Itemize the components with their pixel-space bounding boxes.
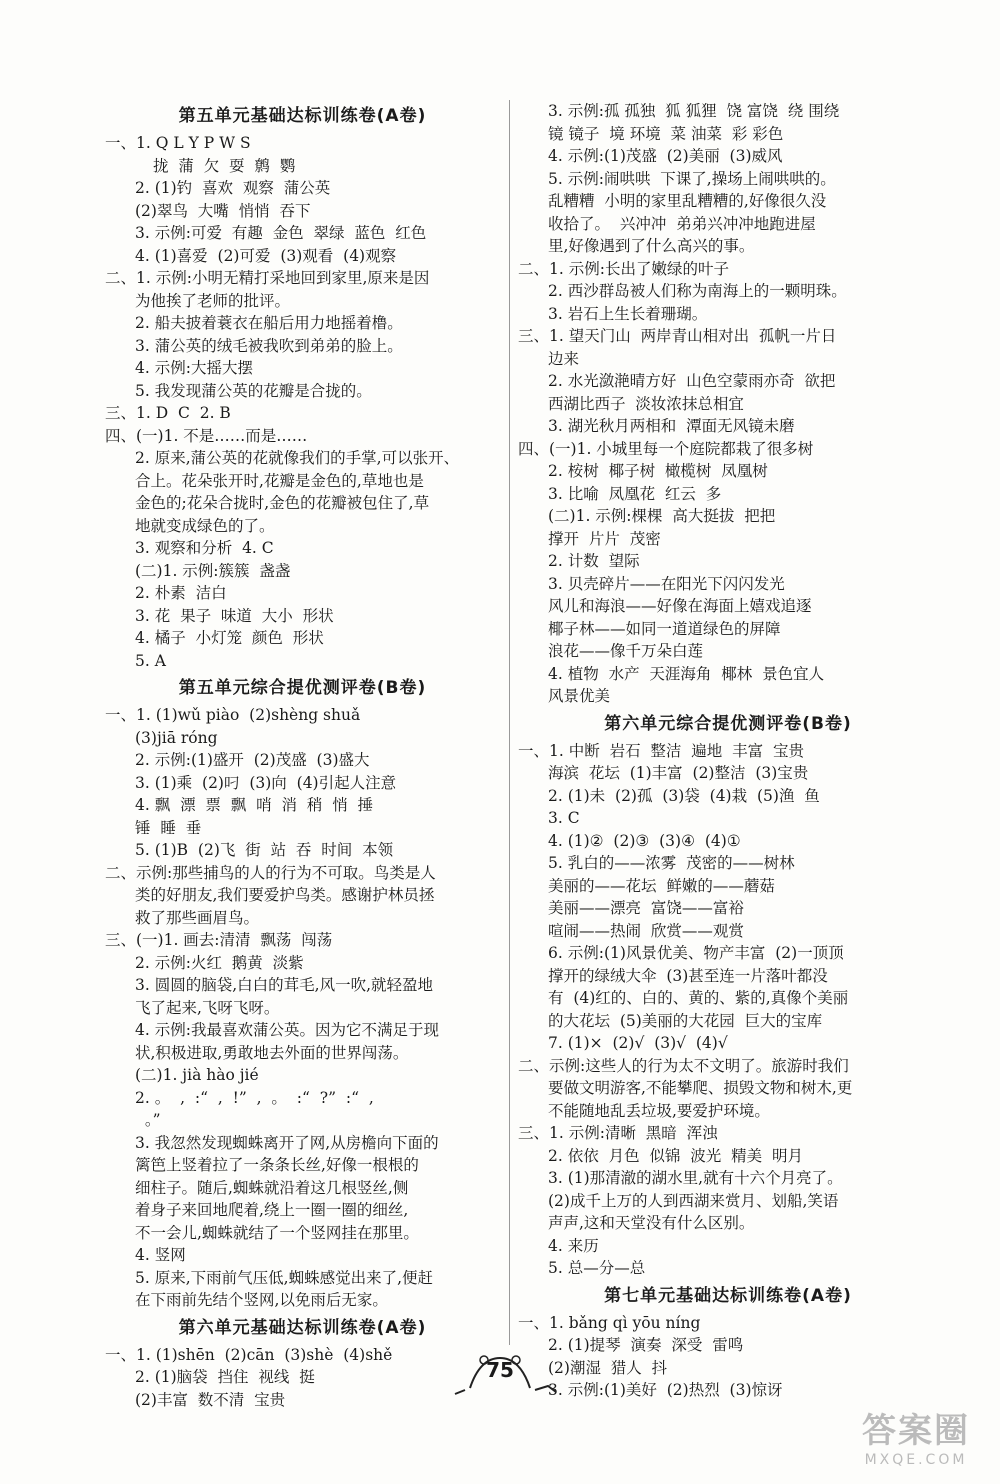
answer-line: 4. 植物 水产 天涯海角 椰林 景色宜人 xyxy=(548,664,825,683)
answer-line: 一、1. 中断 岩石 整洁 遍地 丰富 宝贵 xyxy=(518,741,804,760)
answer-line: 3. C xyxy=(548,809,580,827)
watermark-title: 答案圈 xyxy=(862,1411,970,1451)
answer-line: 类的好朋友,我们要爱护鸟类。感谢护林员拯 xyxy=(135,886,435,904)
answer-line: 2. 西沙群岛被人们称为南海上的一颗明珠。 xyxy=(548,282,847,300)
answer-line: 乱糟糟 小明的家里乱糟糟的,好像很久没 xyxy=(548,192,827,210)
answer-line: 3. 岩石上生长着珊瑚。 xyxy=(548,304,708,323)
answer-line: 2. 示例:火红 鹅黄 淡紫 xyxy=(135,953,304,972)
answer-line: 风儿和海浪——好像在海面上嬉戏追逐 xyxy=(548,597,812,615)
answer-line: 2. (1)提琴 演奏 深受 雷鸣 xyxy=(548,1336,744,1354)
answer-line: 的大花坛 (5)美丽的大花园 巨大的宝库 xyxy=(548,1011,823,1030)
answer-line: 3. (1)那清澈的湖水里,就有十六个月亮了。 xyxy=(548,1169,843,1187)
answer-line: 美丽——漂亮 富饶——富裕 xyxy=(548,899,744,917)
answer-line: 三、1. D C 2. B xyxy=(105,404,231,422)
answer-line: 4. 示例:(1)茂盛 (2)美丽 (3)威风 xyxy=(548,147,783,165)
answer-line: 5. 我发现蒲公英的花瓣是合拢的。 xyxy=(135,381,372,400)
answer-line: 救了那些画眉鸟。 xyxy=(135,908,260,927)
answer-line: 镜 镜子 境 环境 菜 油菜 彩 彩色 xyxy=(548,124,784,143)
watermark-logo xyxy=(862,1403,970,1468)
answer-line: 二、1. 示例:小明无精打采地回到家里,原来是因 xyxy=(105,269,430,287)
answer-line: (3)jiā róng xyxy=(135,728,218,747)
left-column xyxy=(105,100,500,1411)
answer-line: 二、示例:这些人的行为太不文明了。旅游时我们 xyxy=(518,1056,849,1075)
answer-line: 5. 乳白的——浓雾 茂密的——树林 xyxy=(548,854,795,872)
answer-line: 二、1. 示例:长出了嫩绿的叶子 xyxy=(518,259,729,278)
answer-line: 不一会儿,蜘蛛就结了一个竖网挂在那里。 xyxy=(135,1223,419,1242)
answer-line: (2)丰富 数不清 宝贵 xyxy=(135,1390,286,1409)
answer-line: 声声,这和天堂没有什么区别。 xyxy=(548,1214,755,1232)
answer-line: 2. 桉树 椰子树 橄榄树 凤凰树 xyxy=(548,462,768,480)
answer-line: 2. 。 , :“ , !” , 。 :“ ?” :“ , xyxy=(135,1088,374,1107)
answer-line: 2. 示例:(1)盛开 (2)茂盛 (3)盛大 xyxy=(135,751,370,769)
column-divider xyxy=(509,100,510,1345)
answer-line: 不能随地乱丢垃圾,要爱护环境。 xyxy=(548,1101,770,1120)
answer-line: 要做文明游客,不能攀爬、损毁文物和树木,更 xyxy=(548,1079,853,1097)
answer-line: (二)1. 示例:簇簇 盏盏 xyxy=(135,561,291,580)
section-title: 第六单元综合提优测评卷(B卷) xyxy=(604,713,852,734)
answer-line: 细柱子。随后,蜘蛛就沿着这几根竖丝,侧 xyxy=(135,1178,409,1197)
answer-line: 3. 我忽然发现蜘蛛离开了网,从房檐向下面的 xyxy=(135,1133,439,1152)
answer-line: 7. (1)× (2)√ (3)√ (4)√ xyxy=(548,1034,728,1052)
watermark-url: MXQE.COM xyxy=(864,1452,968,1468)
answer-line: 三、1. 望天门山 两岸青山相对出 孤帆一片日 xyxy=(518,327,837,345)
answer-line: (二)1. jià hào jié xyxy=(135,1066,259,1084)
right-column xyxy=(518,100,938,1402)
answer-line: 5. 原来,下雨前气压低,蜘蛛感觉出来了,便赶 xyxy=(135,1268,433,1287)
answer-line: 为他挨了老师的批评。 xyxy=(135,291,291,310)
answer-line: 2. (1)脑袋 挡住 视线 挺 xyxy=(135,1368,315,1386)
answer-line: 3. 观察和分析 4. C xyxy=(135,539,274,557)
answer-line: 撑开的绿绒大伞 (3)甚至连一片落叶都没 xyxy=(548,966,828,985)
answer-line: 2. 水光潋滟晴方好 山色空蒙雨亦奇 欲把 xyxy=(548,372,836,390)
answer-line: 篱笆上竖着拉了一条条长丝,好像一根根的 xyxy=(135,1156,419,1174)
section-title: 第七单元基础达标训练卷(A卷) xyxy=(604,1285,852,1306)
answer-line: 2. (1)钓 喜欢 观察 蒲公英 xyxy=(135,179,331,197)
answer-line: 5. 总—分—总 xyxy=(548,1259,646,1277)
answer-line: 状,积极进取,勇敢地去外面的世界闯荡。 xyxy=(135,1043,409,1062)
answer-line: (2)成千上万的人到西湖来赏月、划船,笑语 xyxy=(548,1191,839,1210)
answer-line: 2. 船夫披着蓑衣在船后用力地摇着橹。 xyxy=(135,314,403,332)
answer-line: 三、1. 示例:清晰 黑暗 浑浊 xyxy=(518,1124,718,1142)
answer-line: 2. (1)未 (2)孤 (3)袋 (4)栽 (5)渔 鱼 xyxy=(548,786,820,805)
answer-line: 合上。花朵张开时,花瓣是金色的,草地也是 xyxy=(135,471,424,490)
answer-line: 。” xyxy=(135,1111,161,1129)
answer-line: 一、1. (1)wǔ piào (2)shèng shuǎ xyxy=(105,706,361,724)
answer-line: 美丽的——花坛 鲜嫩的——蘑菇 xyxy=(548,876,775,895)
answer-line: 四、(一)1. 不是……而是…… xyxy=(105,426,308,445)
answer-line: 撑开 片片 茂密 xyxy=(548,529,661,548)
answer-line: (2)翠鸟 大嘴 悄悄 吞下 xyxy=(135,201,311,220)
answer-line: 里,好像遇到了什么高兴的事。 xyxy=(548,237,755,255)
answer-line: 锤 睡 垂 xyxy=(135,818,202,837)
answer-line: 4. 飘 漂 票 飘 哨 消 稍 悄 捶 xyxy=(135,796,374,814)
answer-line: 有 (4)红的、白的、黄的、紫的,真像个美丽 xyxy=(548,989,849,1007)
answer-line: 4. (1)② (2)③ (3)④ (4)① xyxy=(548,831,741,850)
answer-line: 4. 竖网 xyxy=(135,1246,186,1264)
answer-line: 5. 示例:闹哄哄 下课了,操场上闹哄哄的。 xyxy=(548,169,836,188)
answer-line: 海滨 花坛 (1)丰富 (2)整洁 (3)宝贵 xyxy=(548,764,809,782)
answer-line: 5. (1)B (2)飞 街 站 吞 时间 本领 xyxy=(135,841,394,859)
answer-line: 3. 比喻 凤凰花 红云 多 xyxy=(548,484,722,503)
answer-line: 4. (1)喜爱 (2)可爱 (3)观看 (4)观察 xyxy=(135,246,397,265)
answer-line: 三、(一)1. 画去:清清 飘荡 闯荡 xyxy=(105,931,333,949)
answer-line: 一、1. (1)shēn (2)cān (3)shè (4)shě xyxy=(105,1345,393,1364)
answer-line: 3. 示例:(1)美好 (2)热烈 (3)惊讶 xyxy=(548,1381,783,1399)
answer-line: 着身子来回地爬着,绕上一圈一圈的细丝, xyxy=(135,1201,409,1219)
answer-line: 4. 示例:大摇大摆 xyxy=(135,359,253,377)
answer-line: 3. 蒲公英的绒毛被我吹到弟弟的脸上。 xyxy=(135,336,403,355)
answer-line: 收拾了。 兴冲冲 弟弟兴冲冲地跑进屋 xyxy=(548,214,816,233)
answer-line: 5. A xyxy=(135,651,166,670)
section-title: 第五单元基础达标训练卷(A卷) xyxy=(178,106,427,126)
answer-line: 3. 湖光秋月两相和 潭面无风镜未磨 xyxy=(548,417,795,435)
answer-line: 3. 贝壳碎片——在阳光下闪闪发光 xyxy=(548,574,785,593)
answer-line: 3. 示例:孤 孤独 狐 狐狸 饶 富饶 绕 围绕 xyxy=(548,102,840,120)
answer-line: 2. 原来,蒲公英的花就像我们的手掌,可以张开、 xyxy=(135,449,460,467)
answer-line: 二、示例:那些捕鸟的人的行为不可取。鸟类是人 xyxy=(105,863,436,882)
answer-line: 3. 花 果子 味道 大小 形状 xyxy=(135,606,334,625)
answer-line: 2. 计数 望际 xyxy=(548,552,640,570)
answer-line: 3. (1)乘 (2)叼 (3)向 (4)引起人注意 xyxy=(135,773,397,792)
answer-line: 飞了起来,飞呀飞呀。 xyxy=(135,998,280,1017)
answer-line: 边来 xyxy=(548,349,580,368)
answer-line: 2. 朴素 洁白 xyxy=(135,584,227,602)
answer-line: 一、1. Q L Y P W S xyxy=(105,134,251,152)
answer-line: 地就变成绿色的了。 xyxy=(135,516,275,535)
page-number: 75 xyxy=(486,1358,514,1382)
answer-line: 风景优美 xyxy=(548,687,611,705)
answer-line: 金色的;花朵合拢时,金色的花瓣被包住了,草 xyxy=(135,494,430,512)
answer-line: 四、(一)1. 小城里每一个庭院都栽了很多树 xyxy=(518,439,814,458)
section-title: 第五单元综合提优测评卷(B卷) xyxy=(178,678,427,698)
answer-line: 喧闹——热闹 欣赏——观赏 xyxy=(548,921,744,940)
answer-line: 西湖比西子 淡妆浓抹总相宜 xyxy=(548,394,744,413)
answer-line: 3. 示例:可爱 有趣 金色 翠绿 蓝色 红色 xyxy=(135,224,427,242)
answer-line: 4. 示例:我最喜欢蒲公英。因为它不满足于现 xyxy=(135,1021,439,1039)
answer-line: 在下雨前先结个竖网,以免雨后无家。 xyxy=(135,1291,388,1309)
answer-line: 椰子林——如同一道道绿色的屏障 xyxy=(548,619,781,638)
answer-line: 3. 圆圆的脑袋,白白的茸毛,风一吹,就轻盈地 xyxy=(135,976,433,994)
section-title: 第六单元基础达标训练卷(A卷) xyxy=(178,1317,427,1338)
answer-line: 4. 橘子 小灯笼 颜色 形状 xyxy=(135,629,324,647)
answer-line: 6. 示例:(1)风景优美、物产丰富 (2)一顶顶 xyxy=(548,944,844,962)
answer-line: 拢 蒲 欠 耍 鹩 鹦 xyxy=(153,156,296,175)
answer-line: 2. 依依 月色 似锦 波光 精美 明月 xyxy=(548,1146,803,1165)
answer-line: 一、1. bǎng qì yōu níng xyxy=(518,1313,701,1332)
answer-line: (二)1. 示例:棵棵 高大挺拔 把把 xyxy=(548,507,776,525)
answer-line: (2)潮湿 猎人 抖 xyxy=(548,1358,668,1377)
answer-line: 浪花——像千万朵白莲 xyxy=(548,642,704,660)
answer-line: 4. 来历 xyxy=(548,1236,599,1255)
